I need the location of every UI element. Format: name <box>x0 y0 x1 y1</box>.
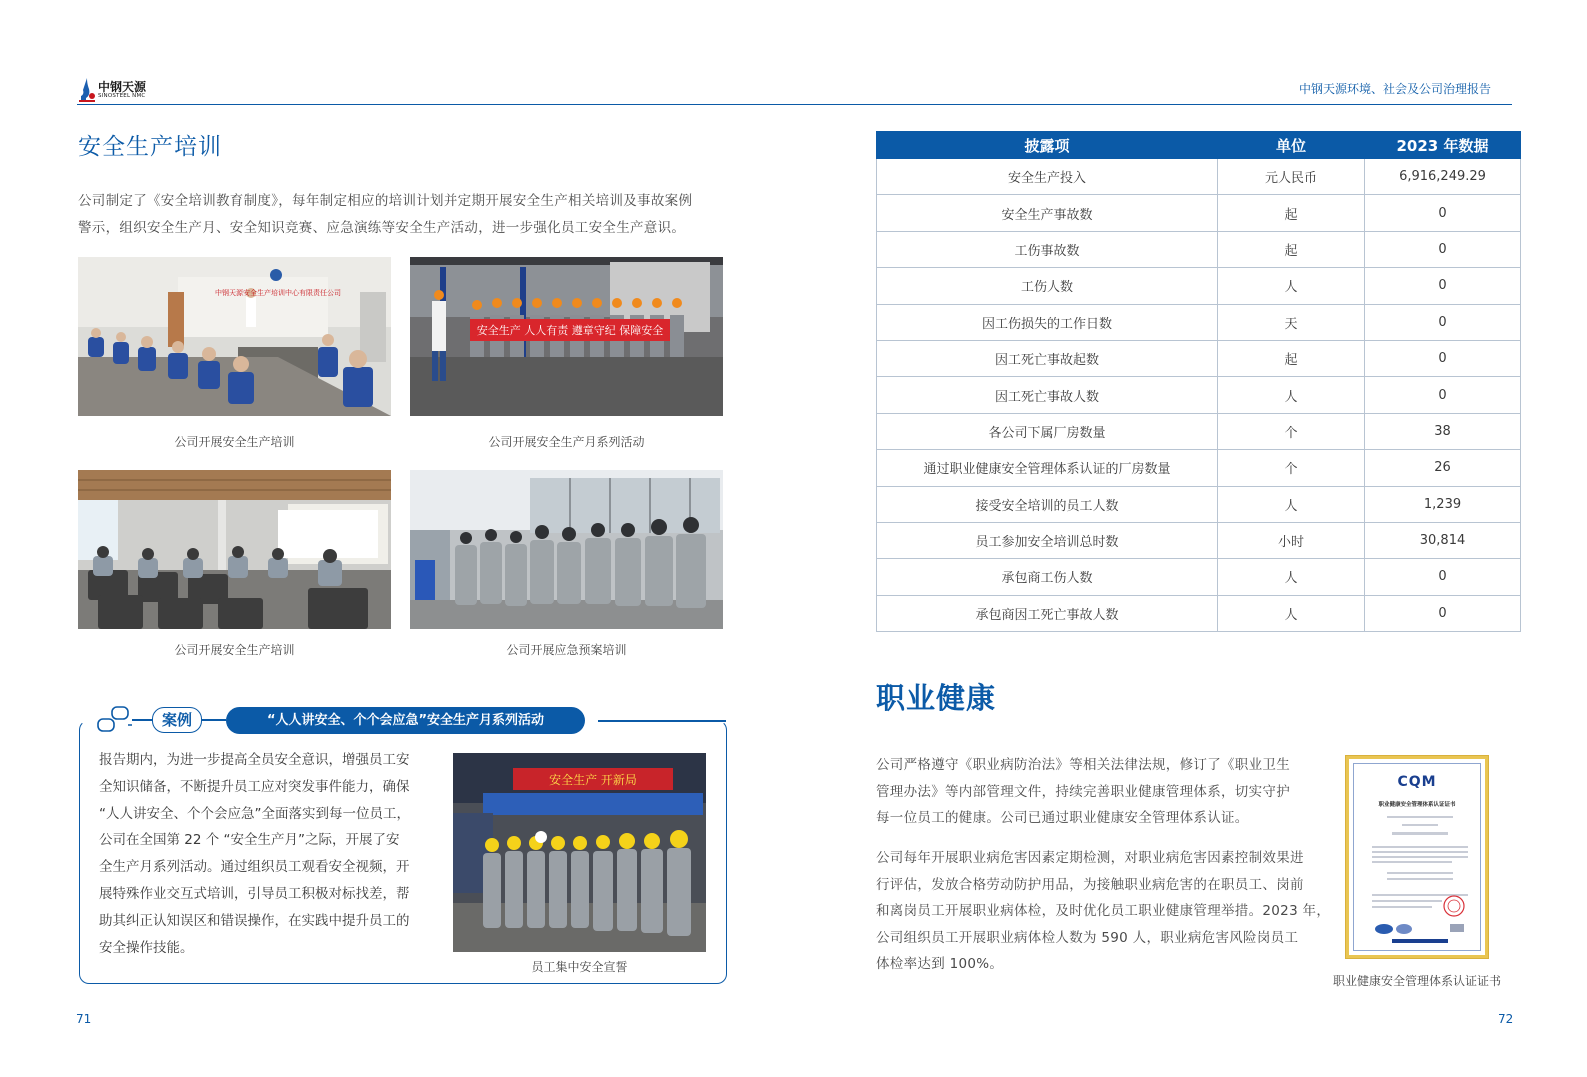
safety-data-table <box>876 131 1521 632</box>
case-title: “人人讲安全、个个会应急”安全生产月系列活动 <box>226 707 585 734</box>
photo-emergency-plan-training <box>410 470 723 629</box>
case-text-line: 展特殊作业交互式培训，引导员工积极对标找差，帮 <box>99 885 410 902</box>
photo-safety-month-banner <box>410 257 723 416</box>
table-row <box>877 595 1521 631</box>
photo-caption: 公司开展安全生产培训 <box>174 435 295 449</box>
cell-value: 0 <box>1365 340 1521 376</box>
case-body-text <box>99 747 435 961</box>
cell-item: 因工伤损失的工作日数 <box>877 304 1218 340</box>
paragraph-line: 行评估，发放合格劳动防护用品，为接触职业病危害的在职员工、岗前 <box>876 876 1304 893</box>
ohs-certificate-image <box>1346 756 1488 958</box>
section-heading-occupational-health: 职业健康 <box>876 681 997 715</box>
case-box-top-border <box>598 720 726 722</box>
cell-unit: 起 <box>1218 195 1365 231</box>
cell-value: 26 <box>1365 450 1521 486</box>
table-row <box>877 522 1521 558</box>
photo-sign-text: 中钢天源安全生产培训中心有限责任公司 <box>215 289 341 297</box>
chain-link-icon <box>96 705 132 733</box>
table-row <box>877 231 1521 267</box>
sinosteel-logo-icon <box>77 77 97 103</box>
case-tag-label: 案例 <box>152 707 202 733</box>
table-row <box>877 486 1521 522</box>
paragraph-line: 警示，组织安全生产月、安全知识竞赛、应急演练等安全生产活动，进一步强化员工安全生产意识。 <box>78 219 686 236</box>
photo-caption: 公司开展安全生产培训 <box>174 643 295 657</box>
cell-value: 0 <box>1365 559 1521 595</box>
paragraph-line: 公司每年开展职业病危害因素定期检测，对职业病危害因素控制效果进 <box>876 850 1304 866</box>
photo-caption: 员工集中安全宣誓 <box>531 960 628 974</box>
cell-value: 30,814 <box>1365 522 1521 558</box>
paragraph-line: 管理办法》等内部管理文件，持续完善职业健康管理体系，切实守护 <box>876 783 1290 800</box>
photo-safety-training-classroom <box>78 257 391 416</box>
case-text-line: 全生产月系列活动。通过组织员工观看安全视频，开 <box>99 859 410 876</box>
case-text-line: 安全操作技能。 <box>99 939 194 956</box>
safety-training-paragraph <box>78 188 738 241</box>
cell-value: 0 <box>1365 377 1521 413</box>
case-connector-line <box>201 719 226 721</box>
page-number-left: 71 <box>76 1012 92 1026</box>
cell-item: 各公司下属厂房数量 <box>877 413 1218 449</box>
logo-en-text: SINOSTEEL NMC <box>98 93 146 99</box>
photo-caption: 公司开展安全生产月系列活动 <box>488 435 645 449</box>
certificate-inner-frame <box>1353 763 1481 951</box>
case-text-line: 全知识储备，不断提升员工应对突发事件能力，确保 <box>99 778 410 795</box>
cell-unit: 人 <box>1218 559 1365 595</box>
table-row <box>877 304 1521 340</box>
cell-value: 0 <box>1365 268 1521 304</box>
case-text-line: 报告期内，为进一步提高全员安全意识，增强员工安 <box>99 752 410 768</box>
table-row <box>877 159 1521 195</box>
occupational-health-paragraph-2 <box>876 845 1332 978</box>
paragraph-line: 和离岗员工开展职业病体检，及时优化员工职业健康管理举措。2023 年， <box>876 903 1331 919</box>
company-logo <box>77 77 157 103</box>
page-number-right: 72 <box>1498 1012 1514 1026</box>
column-header-unit: 单位 <box>1218 132 1365 159</box>
paragraph-line: 每一位员工的健康。公司已通过职业健康安全管理体系认证。 <box>876 810 1249 826</box>
cell-unit: 人 <box>1218 595 1365 631</box>
case-text-line: 助其纠正认知误区和错误操作，在实践中提升员工的 <box>99 912 410 929</box>
column-header-item: 披露项 <box>877 132 1218 159</box>
table-row <box>877 195 1521 231</box>
table-row <box>877 268 1521 304</box>
section-heading-safety-training: 安全生产培训 <box>78 134 222 160</box>
cell-unit: 人 <box>1218 486 1365 522</box>
cell-value: 1,239 <box>1365 486 1521 522</box>
table-row <box>877 559 1521 595</box>
certificate-text-lines-icon <box>1362 814 1478 949</box>
cell-value: 0 <box>1365 195 1521 231</box>
cell-item: 工伤人数 <box>877 268 1218 304</box>
photo-safety-oath <box>453 753 706 952</box>
cell-unit: 个 <box>1218 450 1365 486</box>
cell-unit: 起 <box>1218 231 1365 267</box>
cell-unit: 人 <box>1218 377 1365 413</box>
paragraph-line: 公司组织员工开展职业病体检人数为 590 人，职业病危害风险岗员工 <box>876 929 1299 946</box>
photo-caption: 公司开展应急预案培训 <box>506 643 627 657</box>
case-text-line: “人人讲安全、个个会应急”全面落实到每一位员工， <box>99 805 410 822</box>
case-connector-line <box>132 719 152 721</box>
cell-item: 承包商工伤人数 <box>877 559 1218 595</box>
cell-value: 38 <box>1365 413 1521 449</box>
cell-item: 工伤事故数 <box>877 231 1218 267</box>
case-text-line: 公司在全国第 22 个 “安全生产月”之际，开展了安 <box>99 832 400 849</box>
cell-value: 0 <box>1365 231 1521 267</box>
occupational-health-paragraph-1 <box>876 752 1332 832</box>
cell-item: 安全生产投入 <box>877 159 1218 195</box>
cell-item: 安全生产事故数 <box>877 195 1218 231</box>
photo-banner-text: 安全生产 开新局 <box>549 773 637 787</box>
cell-unit: 小时 <box>1218 522 1365 558</box>
header-divider <box>77 104 1512 105</box>
certificate-caption: 职业健康安全管理体系认证证书 <box>1332 974 1501 988</box>
cell-item: 通过职业健康安全管理体系认证的厂房数量 <box>877 450 1218 486</box>
cell-unit: 个 <box>1218 413 1365 449</box>
cell-item: 因工死亡事故起数 <box>877 340 1218 376</box>
cell-value: 0 <box>1365 595 1521 631</box>
paragraph-line: 公司制定了《安全培训教育制度》，每年制定相应的培训计划并定期开展安全生产相关培训及事故案例 <box>78 193 693 209</box>
cell-item: 接受安全培训的员工人数 <box>877 486 1218 522</box>
paragraph-line: 公司严格遵守《职业病防治法》等相关法律法规，修订了《职业卫生 <box>876 757 1290 773</box>
certificate-logo: CQM <box>1397 774 1437 790</box>
table-row <box>877 413 1521 449</box>
table-row <box>877 377 1521 413</box>
cell-item: 承包商因工死亡事故人数 <box>877 595 1218 631</box>
table-row <box>877 450 1521 486</box>
cell-value: 0 <box>1365 304 1521 340</box>
table-header-row <box>877 132 1521 159</box>
photo-safety-training-lecture <box>78 470 391 629</box>
column-header-value: 2023 年数据 <box>1365 132 1521 159</box>
certificate-title: 职业健康安全管理体系认证证书 <box>1378 802 1456 808</box>
paragraph-line: 体检率达到 100%。 <box>876 956 1004 972</box>
photo-banner-text: 安全生产 人人有责 遵章守纪 保障安全 <box>476 324 664 337</box>
cell-item: 因工死亡事故人数 <box>877 377 1218 413</box>
cell-unit: 天 <box>1218 304 1365 340</box>
logo-cn-text: 中钢天源 <box>98 80 147 94</box>
cell-unit: 人 <box>1218 268 1365 304</box>
cell-unit: 起 <box>1218 340 1365 376</box>
cell-unit: 元人民币 <box>1218 159 1365 195</box>
report-title: 中钢天源环境、社会及公司治理报告 <box>1298 82 1491 96</box>
cell-value: 6,916,249.29 <box>1365 159 1521 195</box>
cell-item: 员工参加安全培训总时数 <box>877 522 1218 558</box>
table-row <box>877 340 1521 376</box>
